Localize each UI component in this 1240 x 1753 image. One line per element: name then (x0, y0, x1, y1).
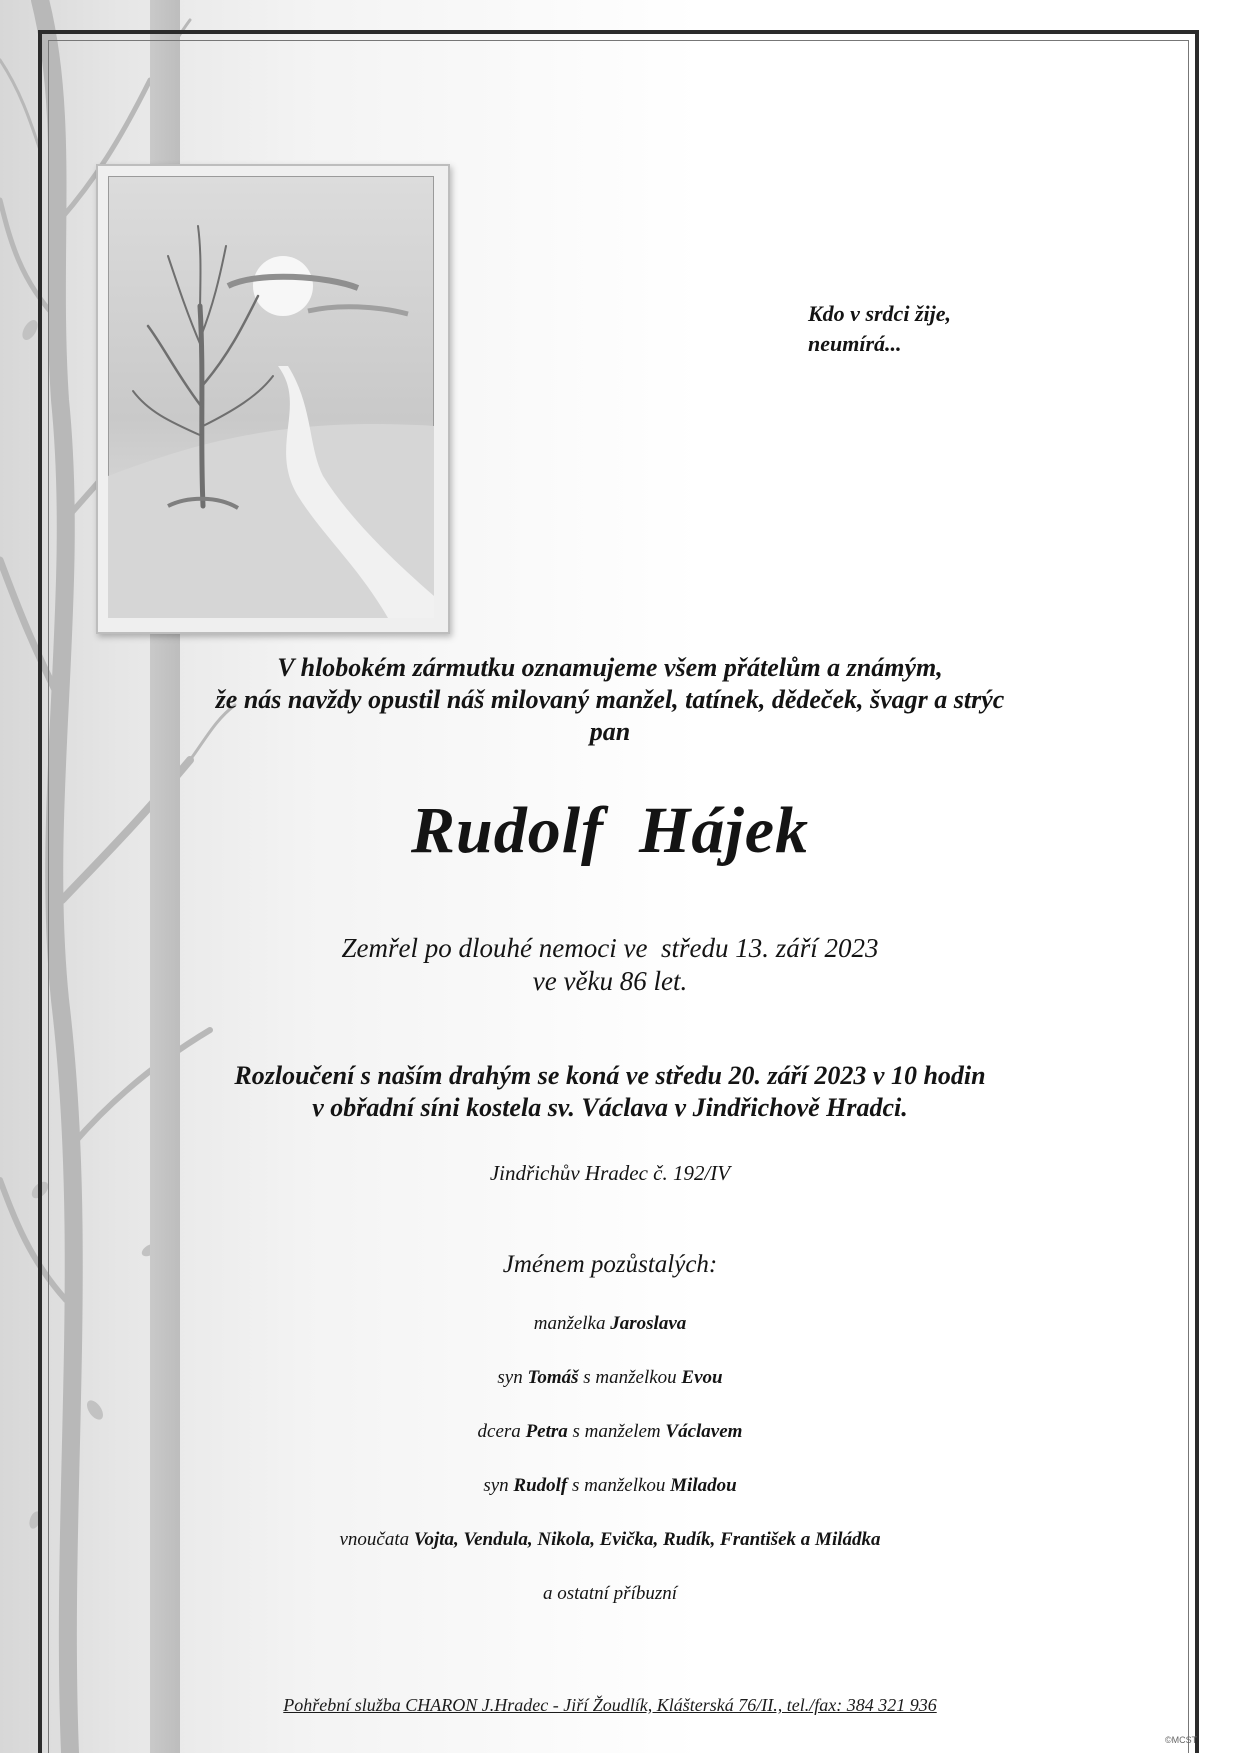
family-text: syn (497, 1367, 528, 1388)
family-name: Rudolf (513, 1475, 568, 1496)
illustration-drawing (108, 176, 434, 618)
announcement-intro (180, 652, 1040, 748)
family-text: s manželem (567, 1421, 666, 1442)
family-name: Vojta, Vendula, Nikola, Evička, Rudík, František a Miládka (413, 1529, 881, 1550)
tree-moon-illustration (96, 164, 450, 634)
motto-line: Kdo v srdci žije, (808, 301, 951, 326)
deceased-name: Rudolf Hájek (410, 794, 809, 867)
intro-line: V hlobokém zármutku oznamujeme všem přátelům a známým, (277, 653, 943, 682)
family-name: Jaroslava (610, 1313, 687, 1334)
watermark: ©MCST (1165, 1735, 1198, 1745)
family-member-line (180, 1420, 1040, 1444)
intro-line: že nás navždy opustil náš milovaný manžel, tatínek, dědeček, švagr a strýc (215, 685, 1005, 714)
farewell-line: v obřadní síni kostela sv. Václava v Jindřichově Hradci. (312, 1093, 908, 1122)
farewell-line: Rozloučení s naším drahým se koná ve středu 20. září 2023 v 10 hodin (234, 1061, 986, 1090)
family-heading: Jménem pozůstalých: (502, 1251, 718, 1278)
family-text: a ostatní příbuzní (542, 1583, 678, 1604)
family-text: manželka (533, 1313, 611, 1334)
family-text: syn (483, 1475, 514, 1496)
funeral-service-footer: Pohřební služba CHARON J.Hradec - Jiří Žoudlík, Klášterská 76/II., tel./fax: 384 321 936 (283, 1695, 937, 1715)
family-member-line (180, 1366, 1040, 1390)
intro-line: pan (589, 717, 631, 746)
family-member-line (180, 1582, 1040, 1606)
family-text: vnoučata (339, 1529, 414, 1550)
death-line: Zemřel po dlouhé nemoci ve středu 13. září 2023 (341, 933, 879, 963)
family-member-line (180, 1474, 1040, 1498)
family-text: dcera (477, 1421, 526, 1442)
family-name: Evou (681, 1367, 723, 1388)
motto (808, 299, 1068, 359)
motto-line: neumírá... (808, 331, 902, 356)
family-text: s manželkou (567, 1475, 671, 1496)
family-name: Petra (525, 1421, 568, 1442)
family-text: s manželkou (578, 1367, 682, 1388)
family-name: Tomáš (527, 1367, 579, 1388)
family-member-line (180, 1312, 1040, 1336)
family-member-line (180, 1528, 1040, 1552)
death-line: ve věku 86 let. (532, 966, 688, 996)
family-name: Václavem (665, 1421, 743, 1442)
home-address: Jindřichův Hradec č. 192/IV (489, 1161, 731, 1185)
farewell-info (180, 1060, 1040, 1124)
death-info (180, 932, 1040, 998)
family-name: Miladou (670, 1475, 737, 1496)
